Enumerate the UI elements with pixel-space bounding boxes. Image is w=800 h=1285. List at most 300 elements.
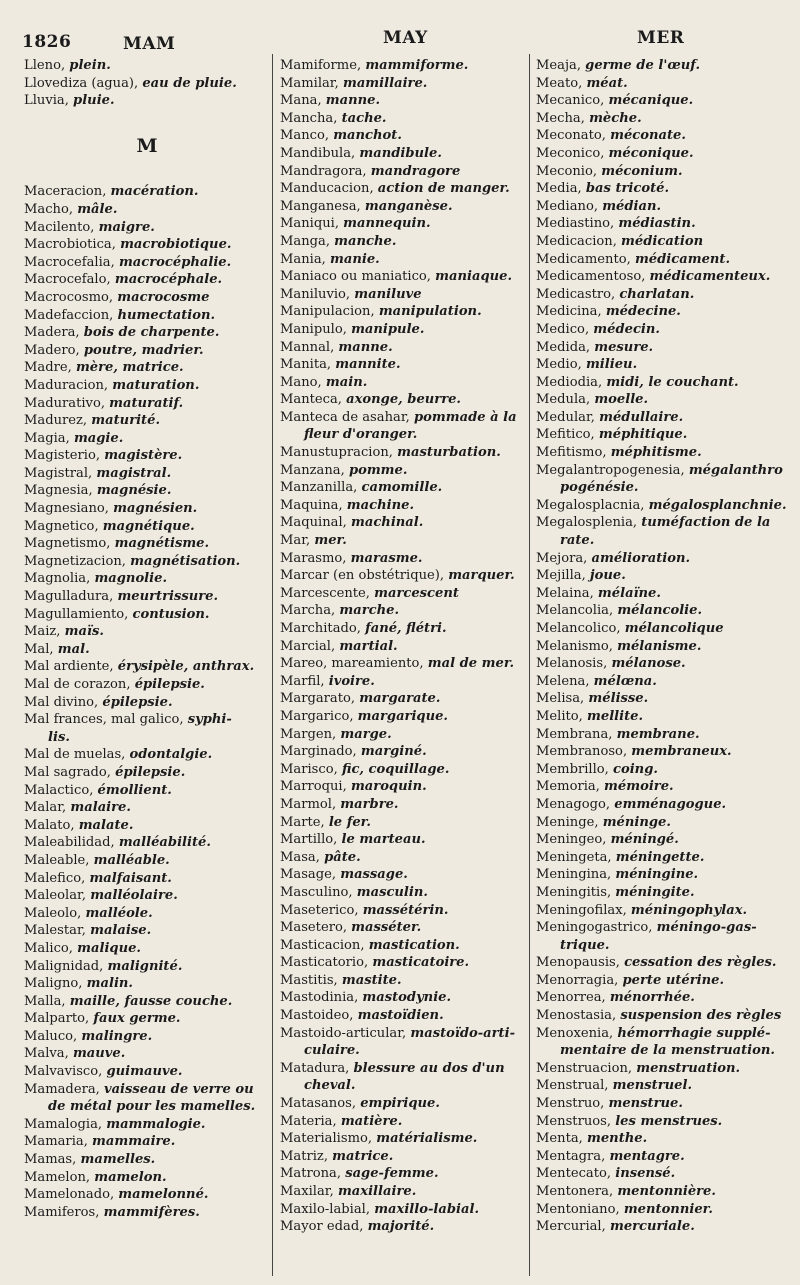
dictionary-entry (536, 1095, 794, 1113)
dictionary-entry (24, 1010, 270, 1028)
dictionary-entry (536, 163, 794, 181)
entry-translation: méningo-gas- (656, 920, 757, 936)
entry-headword: Masetero, (280, 920, 347, 936)
entry-headword: Maiz, (24, 624, 61, 640)
dictionary-entry (536, 374, 794, 392)
entry-headword: Meningeta, (536, 849, 612, 865)
entry-headword: Medico, (536, 321, 590, 337)
column-divider (529, 54, 530, 1276)
entry-headword: Mecanico, (536, 93, 605, 109)
dictionary-entry (24, 92, 270, 110)
entry-translation: axonge, beurre. (346, 392, 461, 408)
dictionary-entry (280, 1218, 526, 1236)
entry-headword: Marchitado, (280, 621, 361, 636)
dictionary-entry (280, 726, 526, 744)
entry-headword: Memoria, (536, 779, 600, 795)
entry-headword: Menostasia, (536, 1008, 617, 1024)
entry-translation: machine. (346, 497, 415, 513)
dictionary-entry (536, 198, 794, 216)
entry-headword: Masage, (280, 867, 337, 883)
dictionary-entry (24, 658, 270, 676)
entry-continuation: pogénésie. (560, 480, 639, 496)
entry-translation: midi, le couchant. (606, 374, 739, 390)
entry-headword: Macrobiotica, (24, 237, 116, 253)
entry-translation: malignité. (107, 958, 183, 974)
entry-translation: masticatoire. (372, 955, 470, 971)
entry-headword: Mejora, (536, 550, 588, 566)
entry-headword: Madurativo, (24, 395, 105, 411)
entry-translation: moelle. (594, 392, 649, 408)
entry-headword: Meningogastrico, (536, 920, 653, 936)
entry-list (536, 57, 794, 1236)
entry-translation: mannite. (335, 357, 401, 373)
entry-translation: masculin. (356, 884, 428, 900)
section-letter: M (136, 134, 158, 157)
dictionary-entry (280, 1148, 526, 1166)
entry-headword: Manco, (280, 128, 330, 144)
entry-translation: suspension des règles (620, 1008, 782, 1024)
entry-headword: Mamilar, (280, 75, 339, 91)
entry-translation: malate. (78, 817, 134, 833)
dictionary-entry (280, 198, 526, 216)
entry-headword: Melena, (536, 673, 590, 689)
dictionary-entry (24, 289, 270, 307)
dictionary-entry (536, 796, 794, 814)
dictionary-entry (280, 1165, 526, 1183)
entry-translation: malléabilité. (118, 835, 211, 851)
entry-translation: insensé. (615, 1166, 676, 1182)
entry-translation: pommade à la (413, 409, 517, 425)
entry-headword: Madera, (24, 325, 80, 341)
entry-headword: Mal de muelas, (24, 747, 126, 763)
entry-headword: Media, (536, 181, 582, 197)
entry-translation: fic, coquillage. (341, 761, 450, 777)
entry-headword: Magulladura, (24, 589, 114, 605)
entry-translation: méninge. (602, 814, 671, 830)
dictionary-entry (536, 743, 794, 761)
dictionary-entry (280, 1130, 526, 1148)
entry-headword: Mania, (280, 251, 326, 267)
column-divider (272, 54, 273, 1276)
entry-headword: Malparto, (24, 1011, 90, 1027)
dictionary-entry (280, 708, 526, 726)
entry-translation: mesure. (594, 339, 654, 355)
entry-headword: Macrocefalia, (24, 254, 115, 270)
entry-translation: manne. (338, 339, 393, 355)
entry-headword: Manipulo, (280, 321, 347, 337)
entry-translation: manie. (329, 251, 380, 267)
entry-translation: mélanose. (611, 656, 686, 672)
entry-headword: Maluco, (24, 1028, 78, 1044)
entry-translation: marquer. (448, 568, 515, 584)
entry-headword: Meningeo, (536, 832, 607, 848)
entry-headword: Mamelon, (24, 1169, 91, 1185)
entry-list (280, 57, 526, 1236)
dictionary-entry (24, 307, 270, 325)
entry-headword: Matasanos, (280, 1096, 357, 1112)
dictionary-entry (24, 1028, 270, 1046)
entry-translation: marasme. (350, 550, 423, 566)
dictionary-entry (536, 620, 794, 638)
dictionary-entry (280, 620, 526, 638)
entry-translation: mammifères. (103, 1204, 200, 1220)
entry-translation: macrocéphale. (114, 272, 223, 288)
entry-translation: majorité. (367, 1219, 435, 1235)
entry-headword: Megalosplacnia, (536, 497, 645, 513)
entry-translation: maxillo-labial. (374, 1201, 480, 1217)
entry-headword: Marcar (en obstétrique), (280, 568, 445, 584)
entry-headword: Mecha, (536, 110, 585, 126)
entry-translation: magnésien. (113, 501, 198, 517)
entry-translation: massétérin. (362, 902, 449, 918)
entry-translation: médecin. (593, 321, 660, 337)
entry-headword: Maseterico, (280, 902, 359, 918)
dictionary-entry (280, 462, 526, 480)
entry-translation: malaise. (90, 923, 152, 939)
entry-headword: Magnolia, (24, 571, 91, 587)
entry-translation: charlatan. (619, 286, 695, 302)
entry-headword: Maleolar, (24, 888, 87, 904)
entry-headword: Meningitis, (536, 884, 612, 900)
entry-headword: Mancha, (280, 110, 338, 126)
entry-translation: méconium. (601, 163, 683, 179)
entry-headword: Medida, (536, 339, 591, 355)
entry-translation: menstrue. (608, 1096, 683, 1112)
dictionary-entry (24, 606, 270, 624)
dictionary-entry (536, 391, 794, 409)
dictionary-entry (24, 975, 270, 993)
entry-translation: mâle. (77, 201, 118, 217)
dictionary-entry (24, 1186, 270, 1204)
entry-translation: mentonnier. (623, 1201, 713, 1217)
entry-headword: Mar, (280, 533, 311, 549)
entry-translation: mélœna. (593, 673, 657, 689)
dictionary-entry (536, 444, 794, 462)
dictionary-entry (280, 532, 526, 550)
entry-headword: Malato, (24, 817, 75, 833)
entry-translation: médicament. (634, 251, 731, 267)
entry-headword: Melancolico, (536, 621, 621, 636)
entry-translation: marcescent (374, 585, 459, 601)
entry-translation: médecine. (605, 304, 681, 320)
dictionary-entry (24, 1116, 270, 1134)
entry-translation: mer. (314, 533, 347, 549)
entry-translation: mamelonné. (118, 1187, 209, 1203)
dictionary-entry (24, 993, 270, 1011)
dictionary-entry (280, 339, 526, 357)
entry-headword: Mayor edad, (280, 1219, 364, 1235)
dictionary-entry (280, 884, 526, 902)
dictionary-entry (536, 761, 794, 779)
entry-headword: Mediastino, (536, 216, 615, 232)
entry-translation: érysipèle, anthrax. (117, 659, 255, 675)
entry-translation: plein. (69, 58, 111, 73)
entry-headword: Maceracion, (24, 184, 107, 200)
entry-headword: Magullamiento, (24, 606, 129, 622)
dictionary-entry (280, 849, 526, 867)
entry-headword: Manzana, (280, 462, 345, 478)
entry-headword: Malefico, (24, 870, 86, 886)
entry-headword: Medicacion, (536, 233, 617, 249)
dictionary-entry (24, 500, 270, 518)
entry-headword: Malar, (24, 800, 67, 816)
entry-headword: Marginado, (280, 744, 357, 760)
entry-translation: action de manger. (377, 181, 510, 197)
entry-headword: Menopausis, (536, 955, 620, 971)
entry-translation: matérialisme. (376, 1131, 478, 1147)
entry-headword: Llovediza (agua), (24, 75, 139, 91)
entry-translation: joue. (589, 568, 626, 584)
entry-translation: malique. (77, 940, 141, 956)
entry-headword: Magistral, (24, 465, 93, 481)
entry-headword: Malva, (24, 1046, 69, 1062)
entry-headword: Menstruacion, (536, 1060, 633, 1076)
entry-translation: margarique. (357, 708, 448, 724)
entry-translation: mercuriale. (609, 1219, 695, 1235)
entry-headword: Macrocosmo, (24, 289, 114, 305)
entry-headword: Mastoideo, (280, 1008, 354, 1024)
entry-translation: masturbation. (397, 445, 501, 461)
entry-translation: malléable. (93, 852, 170, 868)
dictionary-entry (280, 831, 526, 849)
entry-translation: mentonnière. (617, 1184, 716, 1199)
entry-headword: Megalosplenia, (536, 515, 638, 531)
dictionary-entry (24, 958, 270, 976)
entry-headword: Melanismo, (536, 638, 613, 654)
dictionary-entry (24, 254, 270, 272)
entry-translation: manipulation. (378, 304, 482, 320)
dictionary-entry (280, 796, 526, 814)
left-guide-word: MAM (123, 34, 176, 54)
dictionary-entry (536, 426, 794, 444)
dictionary-entry (280, 919, 526, 937)
dictionary-entry (24, 641, 270, 659)
entry-translation: empirique. (360, 1096, 440, 1112)
entry-translation: ivoire. (328, 673, 375, 689)
entry-headword: Matrona, (280, 1166, 342, 1182)
entry-headword: Mano, (280, 374, 322, 390)
entry-translation: humectation. (117, 307, 216, 323)
dictionary-entry (280, 479, 526, 497)
dictionary-entry (536, 1218, 794, 1236)
right-guide-word: MER (637, 28, 685, 48)
entry-translation: méningite. (615, 884, 695, 900)
entry-headword: Malla, (24, 993, 66, 1009)
entry-headword: Mentagra, (536, 1148, 606, 1164)
dictionary-entry (536, 1060, 794, 1078)
entry-translation: maroquin. (350, 779, 427, 795)
entry-headword: Magia, (24, 430, 70, 446)
entry-list (24, 183, 270, 1221)
entry-continuation: mentaire de la menstruation. (560, 1043, 775, 1059)
dictionary-entry (536, 919, 794, 937)
entry-translation: maturatif. (109, 395, 184, 411)
dictionary-entry (280, 972, 526, 990)
entry-headword: Maniqui, (280, 216, 339, 232)
dictionary-entry (536, 902, 794, 920)
dictionary-entry (280, 1113, 526, 1131)
entry-translation: mégalanthro (688, 462, 783, 478)
entry-translation: mèche. (589, 110, 642, 126)
entry-translation: magie. (73, 430, 124, 446)
entry-headword: Malactico, (24, 782, 94, 798)
dictionary-entry (280, 550, 526, 568)
entry-headword: Maduracion, (24, 377, 109, 393)
dictionary-entry (536, 690, 794, 708)
entry-translation: pomme. (348, 462, 408, 478)
entry-translation: machinal. (350, 515, 424, 531)
entry-translation: manne. (325, 93, 381, 109)
entry-headword: Manteca de asahar, (280, 409, 410, 425)
entry-translation: mère, matrice. (75, 360, 184, 376)
entry-headword: Mastoido-articular, (280, 1025, 407, 1041)
entry-headword: Medio, (536, 357, 582, 373)
dictionary-entry (280, 180, 526, 198)
dictionary-entry (536, 356, 794, 374)
entry-translation: méningette. (615, 849, 705, 865)
entry-headword: Maniaco ou maniatico, (280, 269, 431, 285)
dictionary-entry (536, 1077, 794, 1095)
entry-continuation: de métal pour les mamelles. (48, 1099, 256, 1115)
entry-translation: pluie. (73, 93, 115, 109)
entry-translation: magnésie. (96, 483, 172, 499)
dictionary-entry (24, 447, 270, 465)
entry-translation: magnétisme. (114, 536, 210, 552)
entry-headword: Membrana, (536, 726, 613, 742)
entry-translation: contusion. (132, 606, 210, 622)
entry-translation: masséter. (351, 920, 422, 936)
entry-headword: Mareo, mareamiento, (280, 656, 424, 672)
page-number: 1826 (22, 32, 72, 52)
dictionary-entry (280, 409, 526, 427)
dictionary-entry (24, 852, 270, 870)
entry-headword: Melanosis, (536, 656, 608, 672)
dictionary-entry (536, 339, 794, 357)
entry-translation: mal. (57, 641, 90, 657)
pre-entries (24, 57, 270, 110)
entry-translation: mécanique. (608, 93, 694, 109)
dictionary-entry (280, 127, 526, 145)
entry-headword: Melisa, (536, 691, 585, 707)
dictionary-entry (24, 588, 270, 606)
entry-headword: Mastitis, (280, 972, 338, 988)
entry-headword: Menstrual, (536, 1078, 609, 1094)
entry-headword: Mentecato, (536, 1166, 612, 1182)
entry-headword: Madefaccion, (24, 307, 114, 323)
entry-headword: Mana, (280, 93, 322, 109)
dictionary-entry (536, 1165, 794, 1183)
entry-translation: méconate. (610, 128, 686, 144)
entry-headword: Magnetismo, (24, 536, 111, 552)
entry-translation: malléolaire. (90, 888, 178, 904)
dictionary-entry (24, 1133, 270, 1151)
entry-translation: maigre. (98, 219, 155, 235)
dictionary-entry (536, 849, 794, 867)
entry-translation: méphitisme. (610, 445, 702, 461)
entry-headword: Materia, (280, 1113, 337, 1129)
entry-headword: Margarico, (280, 708, 354, 724)
entry-translation: méningé. (610, 832, 679, 848)
dictionary-entry (280, 937, 526, 955)
dictionary-entry (536, 884, 794, 902)
entry-translation: magnétique. (102, 518, 195, 534)
entry-translation: sage-femme. (345, 1166, 439, 1182)
entry-headword: Mandibula, (280, 145, 356, 161)
entry-translation: germe de l'œuf. (585, 58, 701, 73)
entry-headword: Megalantropogenesia, (536, 462, 685, 478)
entry-translation: margarate. (359, 691, 441, 707)
dictionary-entry (280, 374, 526, 392)
entry-translation: manipule. (351, 321, 425, 337)
entry-headword: Lleno, (24, 58, 66, 73)
dictionary-entry (536, 1183, 794, 1201)
entry-headword: Manipulacion, (280, 304, 375, 320)
dictionary-entry (24, 482, 270, 500)
entry-headword: Meninge, (536, 814, 599, 830)
dictionary-entry (24, 324, 270, 342)
dictionary-entry (24, 922, 270, 940)
entry-headword: Malvavisco, (24, 1064, 103, 1080)
entry-translation: bois de charpente. (83, 325, 220, 341)
entry-translation: mammiforme. (365, 58, 469, 73)
dictionary-entry (280, 743, 526, 761)
entry-headword: Mal, (24, 641, 54, 657)
dictionary-entry (24, 782, 270, 800)
entry-headword: Membrillo, (536, 761, 609, 777)
dictionary-entry (536, 215, 794, 233)
entry-headword: Medula, (536, 392, 591, 408)
entry-translation: blessure au dos d'un (353, 1060, 505, 1076)
entry-translation: mentagre. (609, 1148, 685, 1164)
dictionary-entry (280, 286, 526, 304)
dictionary-entry (280, 1183, 526, 1201)
entry-translation: mémoire. (604, 779, 674, 795)
entry-translation: membraneux. (631, 744, 732, 760)
entry-headword: Melaina, (536, 585, 594, 601)
dictionary-entry (24, 887, 270, 905)
entry-translation: macération. (110, 184, 199, 200)
entry-translation: méningine. (615, 867, 699, 883)
dictionary-entry (536, 462, 794, 480)
entry-headword: Matadura, (280, 1060, 350, 1076)
dictionary-entry (24, 623, 270, 641)
entry-translation: mamillaire. (342, 75, 428, 91)
entry-translation: magistral. (96, 465, 172, 481)
entry-headword: Menstruo, (536, 1096, 605, 1112)
dictionary-entry (280, 866, 526, 884)
entry-headword: Mannal, (280, 339, 335, 355)
entry-headword: Mediano, (536, 198, 599, 214)
dictionary-entry (280, 778, 526, 796)
dictionary-entry (280, 1201, 526, 1219)
dictionary-entry (24, 535, 270, 553)
entry-headword: Madre, (24, 360, 72, 376)
entry-headword: Mal divino, (24, 694, 99, 710)
entry-headword: Marfil, (280, 673, 325, 689)
entry-headword: Medicamento, (536, 251, 631, 267)
entry-headword: Mandragora, (280, 163, 367, 179)
dictionary-entry (536, 708, 794, 726)
dictionary-entry (24, 236, 270, 254)
entry-translation: émollient. (97, 782, 172, 798)
dictionary-entry (280, 1060, 526, 1078)
entry-headword: Menstruos, (536, 1113, 612, 1129)
dictionary-entry (24, 1204, 270, 1222)
entry-translation: mélisse. (588, 691, 649, 707)
entry-translation: macrocéphalie. (118, 254, 232, 270)
entry-headword: Marisco, (280, 761, 338, 777)
dictionary-entry (24, 465, 270, 483)
